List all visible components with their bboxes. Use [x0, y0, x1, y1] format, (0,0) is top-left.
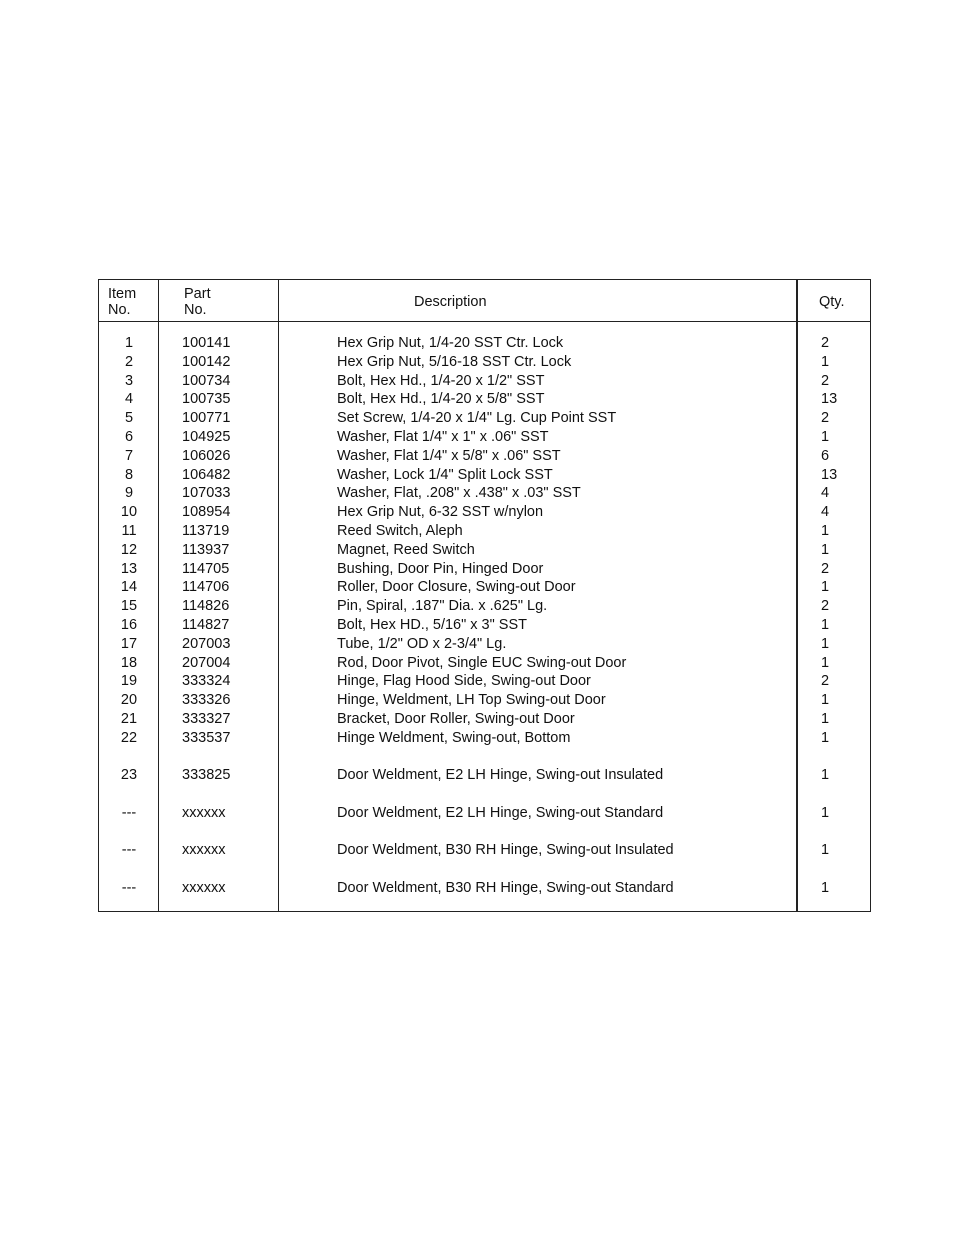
cell-item-no: 5	[124, 410, 134, 427]
cell-qty: 13	[821, 391, 838, 408]
cell-description: Reed Switch, Aleph	[337, 522, 463, 539]
table-row	[99, 766, 870, 785]
cell-qty: 2	[821, 673, 830, 690]
cell-description: Roller, Door Closure, Swing-out Door	[337, 579, 576, 596]
cell-item-no: 12	[120, 541, 138, 558]
cell-qty: 1	[821, 729, 830, 746]
cell-part-no: 333825	[182, 767, 231, 784]
cell-description: Hex Grip Nut, 1/4-20 SST Ctr. Lock	[337, 335, 564, 351]
cell-description: Washer, Flat 1/4" x 5/8" x .06" SST	[337, 447, 561, 464]
cell-item-no: 10	[120, 504, 138, 521]
cell-item-no: 20	[120, 692, 138, 709]
cell-part-no: 114827	[182, 616, 230, 633]
cell-item-no: 6	[124, 428, 134, 445]
table-row	[99, 484, 870, 503]
cell-description: Magnet, Reed Switch	[337, 541, 475, 558]
table-row	[99, 522, 870, 541]
cell-part-no: 100771	[182, 410, 231, 427]
cell-qty: 1	[821, 522, 830, 539]
cell-item-no: 21	[120, 710, 138, 727]
cell-part-no: 333324	[182, 673, 231, 690]
header-item-line2: No.	[108, 302, 131, 318]
cell-item-no: 9	[124, 485, 134, 502]
table-row	[99, 672, 870, 691]
cell-qty: 1	[821, 710, 830, 727]
cell-description: Hinge, Weldment, LH Top Swing-out Door	[337, 692, 606, 709]
table-body	[99, 334, 870, 897]
cell-item-no: 3	[124, 372, 134, 389]
cell-qty: 1	[821, 804, 830, 821]
table-row	[99, 447, 870, 466]
cell-item-no: ---	[121, 842, 137, 859]
cell-item-no: 18	[120, 654, 138, 671]
cell-qty: 2	[821, 335, 830, 351]
cell-qty: 2	[821, 560, 830, 577]
cell-part-no: 100734	[182, 372, 231, 389]
cell-description: Pin, Spiral, .187" Dia. x .625" Lg.	[337, 598, 548, 615]
cell-description: Hex Grip Nut, 5/16-18 SST Ctr. Lock	[337, 353, 572, 370]
table-row	[99, 804, 870, 823]
table-row	[99, 841, 870, 860]
table-row	[99, 334, 870, 353]
cell-item-no: 22	[120, 729, 138, 746]
cell-description: Bracket, Door Roller, Swing-out Door	[337, 710, 575, 727]
cell-item-no: 1	[124, 335, 134, 351]
cell-description: Bolt, Hex HD., 5/16" x 3" SST	[337, 616, 528, 633]
cell-part-no: 333326	[182, 692, 231, 709]
cell-part-no: 114826	[182, 598, 230, 615]
cell-item-no: 11	[121, 522, 137, 539]
cell-description: Bolt, Hex Hd., 1/4-20 x 1/2" SST	[337, 372, 545, 389]
cell-qty: 6	[821, 447, 830, 464]
cell-item-no: ---	[121, 804, 137, 821]
table-row	[99, 541, 870, 560]
cell-qty: 1	[821, 428, 830, 445]
cell-part-no: 106026	[182, 447, 231, 464]
cell-part-no: 107033	[182, 485, 231, 502]
cell-item-no: ---	[121, 879, 137, 896]
cell-item-no: 13	[120, 560, 138, 577]
table-row	[99, 466, 870, 485]
cell-description: Bolt, Hex Hd., 1/4-20 x 5/8" SST	[337, 391, 545, 408]
cell-item-no: 14	[120, 579, 138, 596]
cell-item-no: 2	[124, 353, 134, 370]
cell-part-no: 104925	[182, 428, 231, 445]
cell-qty: 1	[821, 654, 830, 671]
table-row	[99, 635, 870, 654]
cell-part-no: 113719	[182, 522, 230, 539]
cell-part-no: xxxxxx	[182, 842, 226, 859]
cell-part-no: xxxxxx	[182, 879, 226, 896]
table-row	[99, 409, 870, 428]
cell-part-no: 100142	[182, 353, 231, 370]
cell-qty: 1	[821, 692, 830, 709]
table-row	[99, 654, 870, 673]
cell-qty: 1	[821, 635, 830, 652]
cell-description: Washer, Flat, .208" x .438" x .03" SST	[337, 485, 581, 502]
cell-item-no: 16	[120, 616, 138, 633]
cell-part-no: 100141	[182, 335, 231, 351]
cell-qty: 1	[821, 353, 830, 370]
table-row	[99, 691, 870, 710]
cell-description: Bushing, Door Pin, Hinged Door	[337, 560, 544, 577]
cell-item-no: 23	[120, 767, 138, 784]
cell-part-no: xxxxxx	[182, 804, 226, 821]
cell-qty: 13	[821, 466, 838, 483]
cell-description: Hinge Weldment, Swing-out, Bottom	[337, 729, 571, 746]
header-qty: Qty.	[819, 294, 845, 310]
cell-item-no: 17	[120, 635, 138, 652]
cell-part-no: 108954	[182, 504, 231, 521]
cell-description: Hex Grip Nut, 6-32 SST w/nylon	[337, 504, 544, 521]
cell-item-no: 15	[120, 598, 138, 615]
table-row	[99, 353, 870, 372]
cell-qty: 1	[821, 879, 830, 896]
cell-qty: 2	[821, 598, 830, 615]
cell-qty: 1	[821, 842, 830, 859]
header-part-line1: Part	[184, 286, 211, 302]
table-row	[99, 372, 870, 391]
cell-part-no: 333327	[182, 710, 231, 727]
table-row	[99, 578, 870, 597]
cell-qty: 1	[821, 616, 830, 633]
cell-item-no: 8	[124, 466, 134, 483]
cell-qty: 2	[821, 410, 830, 427]
cell-description: Door Weldment, E2 LH Hinge, Swing-out Insulated	[337, 767, 664, 784]
cell-qty: 1	[821, 541, 830, 558]
table-row	[99, 879, 870, 898]
cell-part-no: 114705	[182, 560, 230, 577]
cell-description: Washer, Lock 1/4" Split Lock SST	[337, 466, 553, 483]
cell-part-no: 207004	[182, 654, 231, 671]
cell-description: Tube, 1/2" OD x 2-3/4" Lg.	[337, 635, 507, 652]
cell-description: Washer, Flat 1/4" x 1" x .06" SST	[337, 428, 549, 445]
table-row	[99, 390, 870, 409]
cell-part-no: 106482	[182, 466, 231, 483]
cell-part-no: 114706	[182, 579, 230, 596]
cell-qty: 4	[821, 485, 830, 502]
header-part-no	[184, 286, 211, 318]
cell-qty: 2	[821, 372, 830, 389]
cell-part-no: 113937	[182, 541, 230, 558]
header-item-no	[108, 286, 136, 318]
cell-description: Rod, Door Pivot, Single EUC Swing-out Door	[337, 654, 627, 671]
cell-qty: 4	[821, 504, 830, 521]
cell-item-no: 4	[124, 391, 134, 408]
cell-description: Door Weldment, E2 LH Hinge, Swing-out Standard	[337, 804, 664, 821]
table-row	[99, 428, 870, 447]
table-row	[99, 729, 870, 748]
header-divider	[99, 321, 870, 322]
table-row	[99, 560, 870, 579]
cell-qty: 1	[821, 767, 830, 784]
header-item-line1: Item	[108, 286, 137, 302]
table-row	[99, 710, 870, 729]
table-row	[99, 616, 870, 635]
cell-description: Set Screw, 1/4-20 x 1/4" Lg. Cup Point SST	[337, 410, 617, 427]
cell-item-no: 19	[120, 673, 138, 690]
cell-description: Door Weldment, B30 RH Hinge, Swing-out Standard	[337, 879, 674, 896]
cell-qty: 1	[821, 579, 830, 596]
header-part-line2: No.	[184, 302, 207, 318]
cell-part-no: 207003	[182, 635, 231, 652]
cell-description: Door Weldment, B30 RH Hinge, Swing-out Insulated	[337, 842, 674, 859]
cell-part-no: 333537	[182, 729, 231, 746]
table-row	[99, 597, 870, 616]
cell-part-no: 100735	[182, 391, 231, 408]
cell-item-no: 7	[124, 447, 134, 464]
cell-description: Hinge, Flag Hood Side, Swing-out Door	[337, 673, 591, 690]
header-description: Description	[414, 294, 487, 310]
parts-list-table	[98, 279, 871, 912]
table-row	[99, 503, 870, 522]
